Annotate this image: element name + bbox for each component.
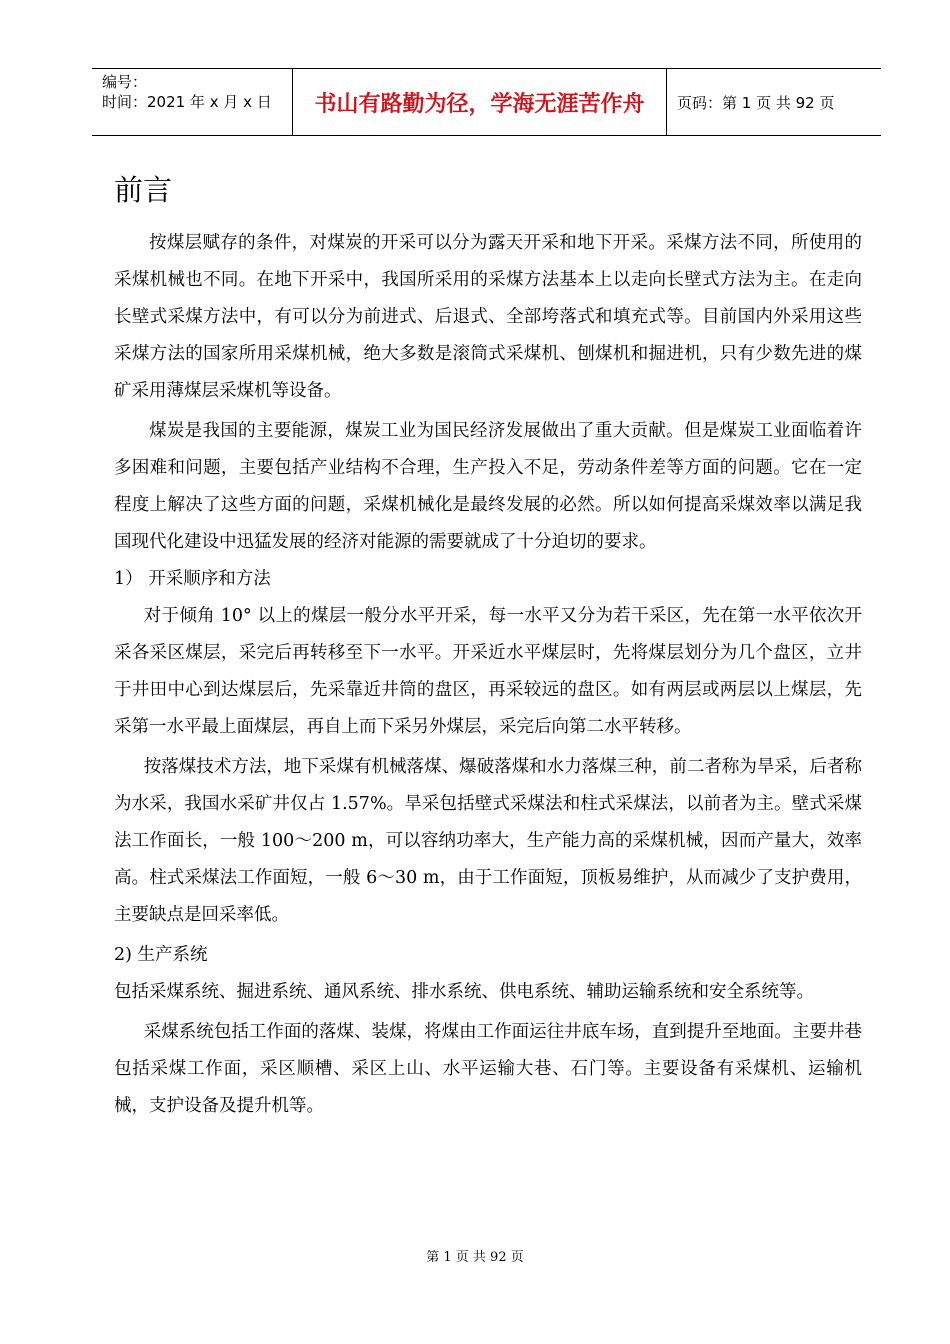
number-label: 编号： <box>102 73 148 91</box>
document-body <box>114 225 862 1125</box>
paragraph-3: 对于倾角 10° 以上的煤层一般分水平开采，每一水平又分为若干采区，先在第一水平依次开采各采区煤层，采完后再转移至下一水平。开采近水平煤层时，先将煤层划分为几个盘区，立井于井田中心到达煤层后，先采靠近井筒的盘区，再采较远的盘区。如有两层或两层以上煤层，先采第一水平最上面煤层，再自上而下采另外煤层，采完后向第二水平转移。 <box>114 606 862 737</box>
paragraph-5: 包括采煤系统、掘进系统、通风系统、排水系统、供电系统、辅助运输系统和安全系统等。 <box>114 982 814 1002</box>
paragraph-2: 煤炭是我国的主要能源，煤炭工业为国民经济发展做出了重大贡献。但是煤炭工业面临着许多困难和问题，主要包括产业结构不合理，生产投入不足，劳动条件差等方面的问题。它在一定程度上解决了这些方面的问题，采煤机械化是最终发展的必然。所以如何提高采煤效率以满足我国现代化建设中迅猛发展的经济对能源的需要就成了十分迫切的要求。 <box>114 421 862 552</box>
header-motto: 书山有路勤为径，学海无涯苦作舟 <box>293 69 667 135</box>
paragraph-4: 按落煤技术方法，地下采煤有机械落煤、爆破落煤和水力落煤三种，前二者称为旱采，后者称为水采，我国水采矿井仅占 1.57%。旱采包括壁式采煤法和柱式采煤法，以前者为主。壁式采煤法工作面长，一般 100～200 m，可以容纳功率大，生产能力高的采煤机械，因而产量大，效率高。柱式采煤法工作面短，一般 6～30 m，由于工作面短，顶板易维护，从而减少了支护费用，主要缺点是回采率低。 <box>114 757 862 925</box>
header-meta <box>92 69 293 135</box>
page-title: 前言 <box>114 173 173 207</box>
page-header <box>92 68 881 136</box>
time-label: 时间：2021 年 x 月 x 日 <box>102 93 272 111</box>
paragraph-6: 采煤系统包括工作面的落煤、装煤，将煤由工作面运往井底车场，直到提升至地面。主要井巷包括采煤工作面，采区顺槽、采区上山、水平运输大巷、石门等。主要设备有采煤机、运输机械，支护设备及提升机等。 <box>114 1022 862 1116</box>
page-footer: 第 1 页 共 92 页 <box>426 1250 524 1265</box>
section-heading-2: 2) 生产系统 <box>114 945 208 965</box>
header-page-info: 页码：第 1 页 共 92 页 <box>677 93 835 112</box>
paragraph-1: 按煤层赋存的条件，对煤炭的开采可以分为露天开采和地下开采。采煤方法不同，所使用的采煤机械也不同。在地下开采中，我国所采用的采煤方法基本上以走向长壁式方法为主。在走向长壁式采煤方法中，有可以分为前进式、后退式、全部垮落式和填充式等。目前国内外采用这些采煤方法的国家所用采煤机械，绝大多数是滚筒式采煤机、刨煤机和掘进机，只有少数先进的煤矿采用薄煤层采煤机等设备。 <box>114 233 862 401</box>
section-heading-1: 1） 开采顺序和方法 <box>114 569 271 589</box>
